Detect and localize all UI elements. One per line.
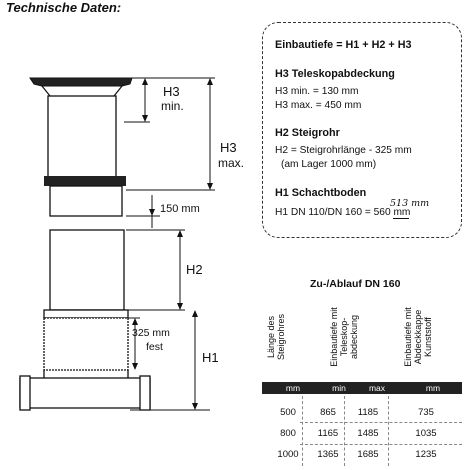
col-header-cap: Einbautiefe mit Abdeckkappe Kunststoff: [403, 307, 433, 367]
table-cell: 1235: [415, 449, 437, 460]
h1-label: H1: [202, 350, 219, 365]
table-cell: 800: [280, 428, 296, 439]
fest-label-2: fest: [146, 341, 163, 353]
table-cell: 1000: [277, 449, 299, 460]
spec-h3-max: H3 max. = 450 mm: [275, 100, 362, 111]
unit-max: max: [368, 383, 386, 393]
spec-h1-value: H1 DN 110/DN 160 = 560 mm: [275, 207, 411, 218]
socket: [44, 310, 128, 318]
h3-max-label-1: H3: [220, 140, 237, 155]
inlet-pipe: [20, 378, 150, 408]
h3-min-label-1: H3: [163, 84, 180, 99]
unit-bar: [262, 382, 462, 394]
table-cell: 1485: [357, 428, 379, 439]
fest-label-1: 325 mm: [132, 327, 170, 339]
col-header-telescope: Einbautiefe mit Teleskop-abdeckung: [329, 307, 359, 367]
spec-depth-formula: Einbautiefe = H1 + H2 + H3: [275, 39, 412, 51]
strikethrough-mark: [393, 218, 409, 219]
tube-lower: [50, 186, 122, 216]
spec-h2-title: H2 Steigrohr: [275, 127, 340, 139]
col-header-length: Länge des Steigrohres: [266, 313, 286, 361]
seal-ring: [44, 176, 126, 186]
table-cell: 500: [280, 407, 296, 418]
telescopic-cover: [30, 78, 132, 86]
shaft-base-body: [44, 318, 128, 370]
spec-h1-title: H1 Schachtboden: [275, 187, 367, 199]
table-cell: 865: [320, 407, 336, 418]
h3-max-label-2: max.: [218, 156, 245, 170]
table-title: Zu-/Ablauf DN 160: [310, 278, 401, 290]
table-cell: 1035: [415, 428, 437, 439]
spec-h3-title: H3 Teleskopabdeckung: [275, 68, 395, 80]
table-cell: 735: [418, 407, 434, 418]
h2-label: H2: [186, 262, 203, 277]
table-cell: 1685: [357, 449, 379, 460]
riser-pipe: [50, 230, 124, 310]
spec-box: [262, 22, 462, 238]
table-cell: 1365: [317, 449, 339, 460]
spec-h2-note: (am Lager 1000 mm): [281, 159, 377, 170]
spec-h2-formula: H2 = Steigrohrlänge - 325 mm: [275, 145, 412, 156]
spec-h3-min: H3 min. = 130 mm: [275, 86, 359, 97]
unit-min: min: [332, 383, 346, 393]
gap-label: 150 mm: [160, 203, 200, 215]
telescope-tube: [48, 96, 116, 180]
unit-length: mm: [285, 383, 301, 393]
h3-min-label-2: min.: [161, 99, 184, 113]
unit-cap: mm: [425, 383, 441, 393]
handwritten-correction: 513 mm: [390, 198, 430, 209]
table-cell: 1185: [357, 407, 379, 418]
table-cell: 1165: [317, 428, 339, 439]
page-heading: Technische Daten:: [6, 0, 122, 15]
